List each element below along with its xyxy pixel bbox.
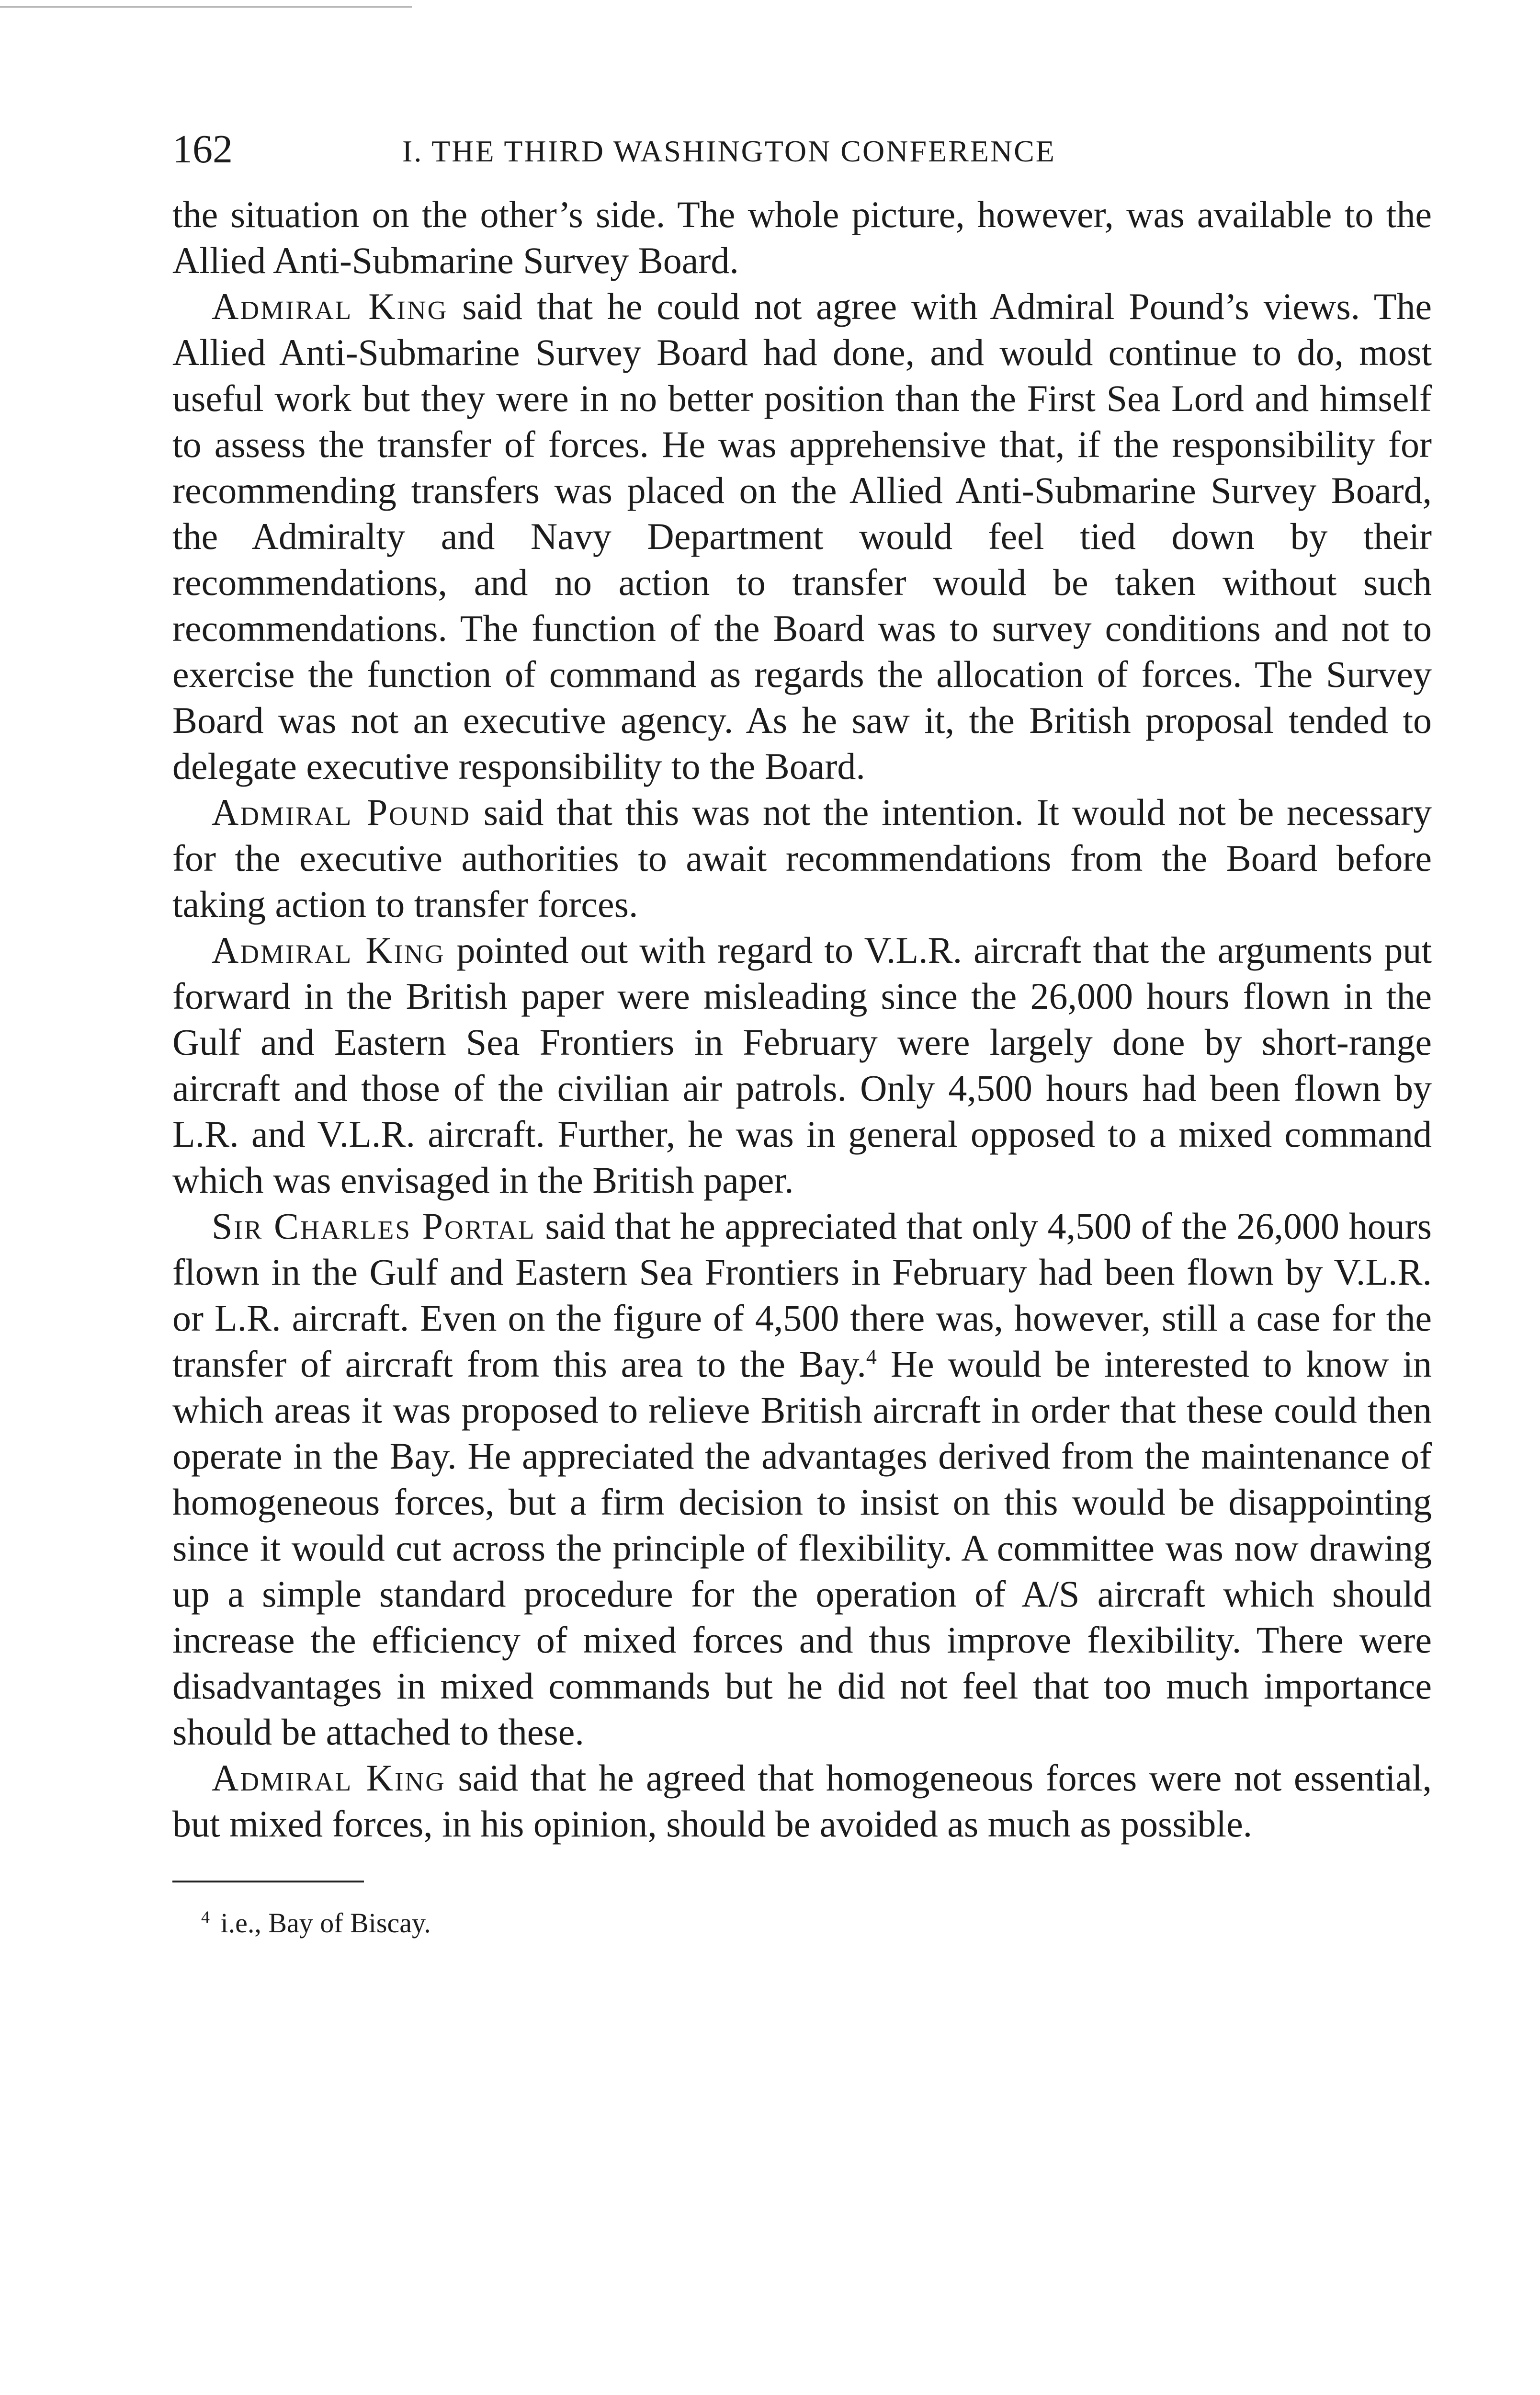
document-page (172, 120, 1432, 1940)
paragraph-text: the situation on the other’s side. The whole picture, however, was available to the Allied Anti-Submarine Survey Board. (172, 194, 1432, 281)
paragraph-text: said that this was not the intention. It would not be necessary for the executive authorities to await recommendations from the Board before taking action to transfer forces. (172, 791, 1432, 925)
footnote-reference: 4 (866, 1345, 877, 1369)
paragraph-text: said that he appreciated that only 4,500 of the 26,000 hours flown in the Gulf and Eastern Sea Frontiers in February had been flown by V.L.R. or L.R. aircraft. Even on the figure of 4,500 there was, however, still a case for the transfer of aircraft from this area to the Bay. (172, 1205, 1432, 1385)
page-header (172, 120, 1432, 192)
paragraph-text: said that he agreed that homogeneous forces were not essential, but mixed forces, in his opinion, should be avoided as much as possible. (172, 1757, 1432, 1845)
footnote-marker: 4 (201, 1907, 210, 1927)
footnote (201, 1906, 1432, 1940)
paragraph-admiral-pound (172, 789, 1432, 927)
paragraph-text: He would be interested to know in which areas it was proposed to relieve British aircraft in order that these could then operate in the Bay. He appreciated the advantages derived from the maintenance of homogeneous forces, but a firm decision to insist on this would be disappointing since it would cut across the principle of flexibility. A committee was now drawing up a simple standard procedure for the operation of A/S aircraft which should increase the efficiency of mixed forces and thus improve flexibility. There were disadvantages in mixed commands but he did not feel that too much importance should be attached to these. (172, 1343, 1432, 1753)
top-edge-rule (0, 6, 412, 8)
speaker-name: Sir Charles Portal (212, 1205, 536, 1247)
paragraph-text: said that he could not agree with Admiral Pound’s views. The Allied Anti-Submarine Survey Board had done, and would continue to do, most useful work but they were in no better position than the First Sea Lord and himself to assess the transfer of forces. He was apprehensive that, if the responsibility for recommending transfers was placed on the Allied Anti-Submarine Survey Board, the Admiralty and Navy Department would feel tied down by their recommendations, and no action to transfer would be taken without such recommendations. The function of the Board was to survey conditions and not to exercise the function of command as regards the allocation of forces. The Survey Board was not an executive agency. As he saw it, the British proposal tended to delegate executive responsibility to the Board. (172, 285, 1432, 787)
paragraph-admiral-king-2 (172, 927, 1432, 1203)
paragraph-admiral-king-1 (172, 284, 1432, 789)
speaker-name: Admiral King (212, 285, 448, 327)
paragraph-sir-charles-portal (172, 1203, 1432, 1755)
paragraph-admiral-king-3 (172, 1755, 1432, 1847)
speaker-name: Admiral Pound (212, 791, 471, 833)
page-number: 162 (172, 127, 233, 171)
speaker-name: Admiral King (212, 929, 445, 971)
paragraph-continuation (172, 192, 1432, 284)
paragraph-text: pointed out with regard to V.L.R. aircraft that the arguments put forward in the British paper were misleading since the 26,000 hours flown in the Gulf and Eastern Sea Frontiers in February were largely done by short-range aircraft and those of the civilian air patrols. Only 4,500 hours had been flown by L.R. and V.L.R. aircraft. Further, he was in general opposed to a mixed command which was envisaged in the British paper. (172, 929, 1432, 1201)
footnote-text: i.e., Bay of Biscay. (214, 1907, 431, 1939)
running-head: I. THE THIRD WASHINGTON CONFERENCE (402, 134, 1056, 168)
footnote-rule (172, 1881, 364, 1882)
speaker-name: Admiral King (212, 1757, 446, 1799)
